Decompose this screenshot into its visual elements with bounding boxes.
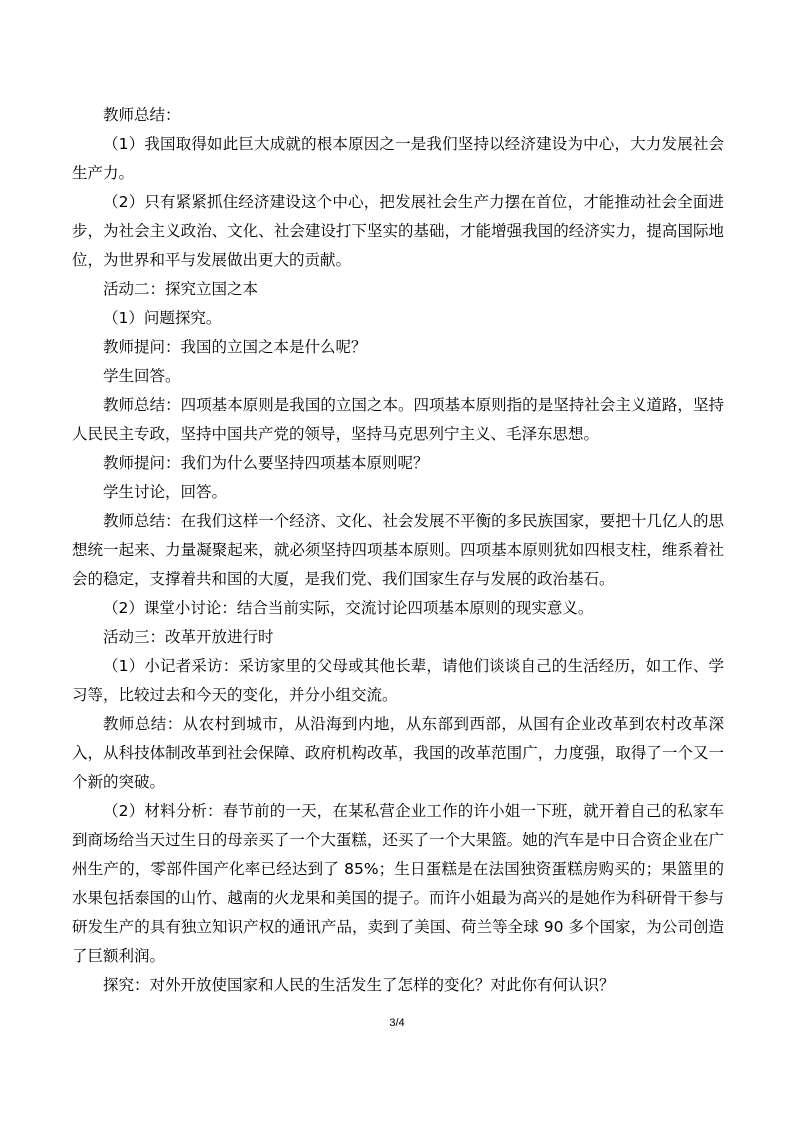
paragraph: （1）小记者采访：采访家里的父母或其他长辈，请他们谈谈自己的生活经历，如工作、学习等，比较过去和今天的变化，并分小组交流。 [72,657,724,704]
paragraph: 探究：对外开放使国家和人民的生活发生了怎样的变化？对此你有何认识？ [103,976,615,994]
paragraph: 教师总结：在我们这样一个经济、文化、社会发展不平衡的多民族国家，要把十几亿人的思想统一起来、力量凝聚起来，就必须坚持四项基本原则。四项基本原则犹如四根支柱，维系着社会的稳定，支撑着共和国的大厦，是我们党、我们国家生存与发展的政治基石。 [72,512,724,588]
paragraph: （1）我国取得如此巨大成就的根本原因之一是我们坚持以经济建设为中心，大力发展社会生产力。 [72,135,724,182]
paragraph: （1）问题探究。 [103,309,222,327]
paragraph: 活动三：改革开放进行时 [103,628,274,646]
paragraph: 教师提问：我们为什么要坚持四项基本原则呢？ [103,454,429,472]
page-number: 3/4 [389,1017,405,1029]
paragraph: 教师提问：我国的立国之本是什么呢？ [103,338,367,356]
document-body [72,101,724,1000]
paragraph: 教师总结：四项基本原则是我国的立国之本。四项基本原则指的是坚持社会主义道路，坚持人民民主专政，坚持中国共产党的领导，坚持马克思列宁主义、毛泽东思想。 [72,396,724,443]
paragraph: 活动二：探究立国之本 [103,280,259,298]
paragraph: （2）材料分析：春节前的一天，在某私营企业工作的许小姐一下班，就开着自己的私家车到商场给当天过生日的母亲买了一个大蛋糕，还买了一个大果篮。她的汽车是中日合资企业在广州生产的，零部件国产化率已经达到了 85%；生日蛋糕是在法国独资蛋糕房购买的；果篮里的水果包括泰国的山竹、越南的火龙果和美国的提子。而许小姐最为高兴的是她作为科研骨干参与研发生产的具有独立知识产权的通讯产品，卖到了美国、荷兰等全球 90 多个国家，为公司创造了巨额利润。 [72,802,724,965]
paragraph: 学生讨论，回答。 [103,483,228,501]
paragraph: 学生回答。 [103,367,181,385]
paragraph: 教师总结： [103,106,181,124]
paragraph: （2）课堂小讨论：结合当前实际，交流讨论四项基本原则的现实意义。 [103,599,594,617]
paragraph: 教师总结：从农村到城市，从沿海到内地，从东部到西部，从国有企业改革到农村改革深入，从科技体制改革到社会保障、政府机构改革，我国的改革范围广，力度强，取得了一个又一个新的突破。 [72,715,724,791]
paragraph: （2）只有紧紧抓住经济建设这个中心，把发展社会生产力摆在首位，才能推动社会全面进步，为社会主义政治、文化、社会建设打下坚实的基础，才能增强我国的经济实力，提高国际地位，为世界和平与发展做出更大的贡献。 [72,193,724,269]
